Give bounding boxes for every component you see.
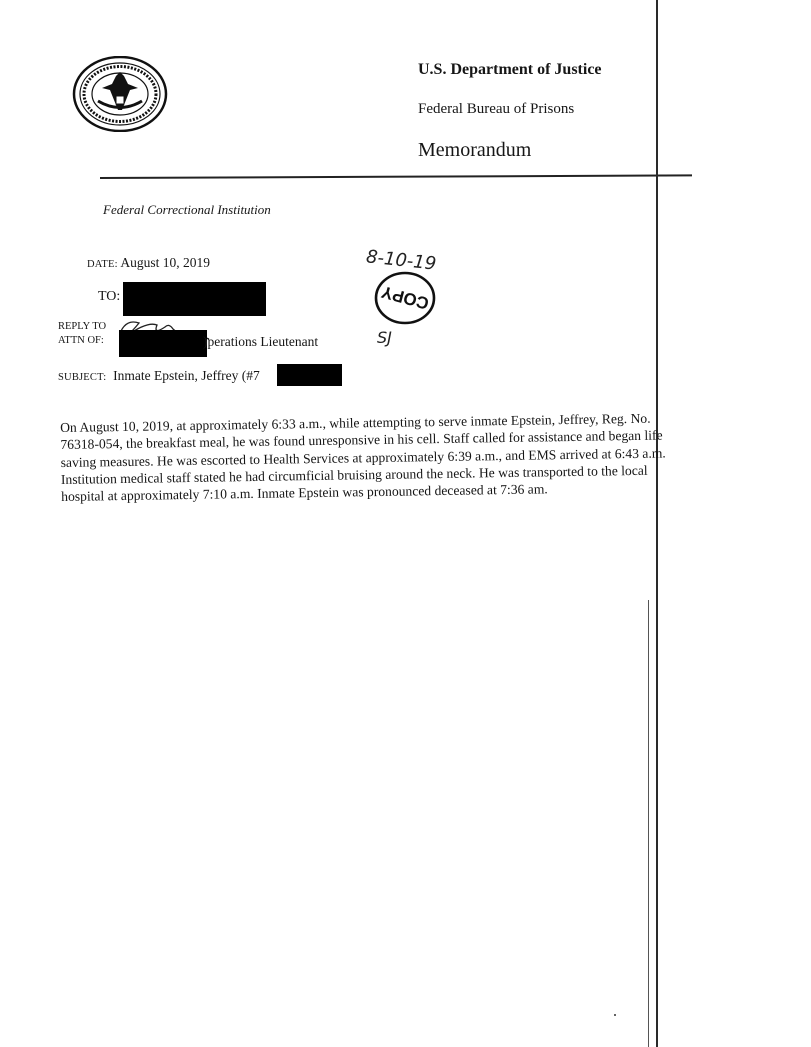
date-label: DATE: [87, 259, 118, 270]
date-value: August 10, 2019 [120, 255, 211, 270]
memo-body [60, 408, 761, 505]
institution-name: Federal Correctional Institution [103, 202, 271, 217]
handwritten-initials: SJ [377, 328, 392, 347]
stamp-word: COPY [379, 282, 431, 313]
doj-seal-icon [72, 56, 168, 132]
bureau-name: Federal Bureau of Prisons [418, 101, 575, 117]
attn-of-label: ATTN OF: [58, 335, 104, 346]
scan-edge-line [656, 0, 658, 1047]
document-type: Memorandum [418, 139, 532, 161]
body-line: saving measures. He was escorted to Health Services at approximately 6:39 a.m., and EMS arrived at 6:43 a.m. [60, 445, 666, 470]
scan-speck [614, 1014, 616, 1016]
handwritten-date: 8-10-19 [365, 246, 438, 275]
header-divider [100, 174, 692, 179]
date-field [87, 255, 210, 271]
subject-value: Inmate Epstein, Jeffrey (#7 [113, 368, 260, 383]
subject-redaction [277, 364, 342, 386]
attn-redaction [119, 330, 207, 357]
attn-value: )perations Lieutenant [203, 334, 319, 349]
body-line: 76318-054, the breakfast meal, he was found unresponsive in his cell. Staff called for assistance and began life [60, 427, 663, 453]
subject-field [58, 368, 260, 384]
reply-to-label: REPLY TO [58, 321, 107, 332]
agency-title: U.S. Department of Justice [418, 61, 602, 78]
body-line: hospital at approximately 7:10 a.m. Inmate Epstein was pronounced deceased at 7:36 am. [61, 481, 548, 505]
body-line: Institution medical staff stated he had circumficial bruising around the neck. He was transported to the local [60, 462, 648, 487]
subject-label: SUBJECT: [58, 372, 107, 383]
body-line: On August 10, 2019, at approximately 6:33 a.m., while attempting to serve inmate Epstein, Jeffrey, Reg. No. [60, 410, 651, 435]
to-label: TO: [98, 289, 121, 304]
to-redaction [123, 282, 266, 316]
scan-edge-line-secondary [648, 600, 649, 1047]
